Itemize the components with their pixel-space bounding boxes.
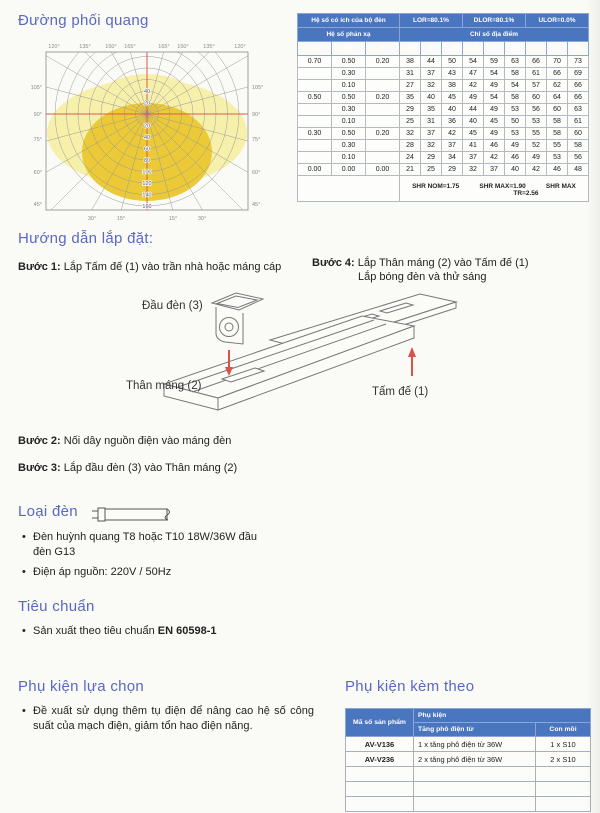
acc-col-accessory: Phụ kiện	[414, 709, 591, 723]
header-dlor: DLOR=80.1%	[463, 14, 526, 28]
utilization-cell: 66	[568, 92, 589, 104]
accessory-row	[346, 737, 591, 752]
utilization-cell: 50	[442, 56, 463, 68]
accessory-empty-row	[346, 797, 591, 812]
reflectance-cell: 0.30	[332, 68, 366, 80]
axis-tick-label: 165°	[124, 44, 136, 50]
utilization-cell: 52	[526, 140, 547, 152]
utilization-cell: 27	[400, 80, 421, 92]
utilization-cell: 49	[484, 128, 505, 140]
utilization-cell: 37	[421, 68, 442, 80]
utilization-cell: 42	[484, 152, 505, 164]
utilization-cell: 50	[505, 116, 526, 128]
reflectance-cell: 0.50	[298, 92, 332, 104]
utilization-cell: 35	[400, 92, 421, 104]
axis-tick-label: 150°	[177, 44, 189, 50]
installation-title: Hướng dẫn lắp đặt:	[18, 230, 154, 247]
photometric-row	[298, 68, 589, 80]
utilization-cell: 49	[505, 140, 526, 152]
step-1-text: Lắp Tấm đế (1) vào trần nhà hoặc máng cáp	[63, 261, 282, 273]
utilization-cell: 29	[442, 164, 463, 176]
reflectance-cell	[366, 104, 400, 116]
axis-tick-label: 120°	[234, 44, 246, 50]
photometric-row	[298, 80, 589, 92]
utilization-cell: 37	[442, 140, 463, 152]
reflectance-cell: 0.20	[366, 128, 400, 140]
utilization-cell: 40	[463, 116, 484, 128]
utilization-cell: 64	[547, 92, 568, 104]
photometric-row	[298, 104, 589, 116]
utilization-cell: 40	[505, 164, 526, 176]
utilization-cell: 57	[526, 80, 547, 92]
axis-tick-label: 15°	[168, 216, 178, 222]
utilization-cell: 56	[568, 152, 589, 164]
photometric-row	[298, 116, 589, 128]
utilization-cell: 45	[442, 92, 463, 104]
empty-cell	[414, 797, 536, 812]
included-accessories-title: Phụ kiện kèm theo	[345, 678, 475, 695]
axis-tick-label: 80	[143, 158, 151, 164]
empty-cell	[536, 797, 591, 812]
axis-tick-label: 160	[142, 204, 152, 210]
empty-cell	[346, 782, 414, 797]
utilization-cell: 56	[526, 104, 547, 116]
utilization-cell: 34	[442, 152, 463, 164]
column-header: 1	[421, 42, 442, 56]
acc-col-ballast: Tăng phô điện từ	[414, 723, 536, 737]
step-3-text: Lắp đầu đèn (3) vào Thân máng (2)	[63, 462, 238, 474]
utilization-cell: 53	[547, 152, 568, 164]
label-lamp-holder: Đầu đèn (3)	[142, 300, 203, 312]
shr-nom: SHR NOM=1.75	[412, 182, 460, 190]
utilization-cell: 58	[568, 140, 589, 152]
utilization-cell: 49	[484, 80, 505, 92]
utilization-cell: 21	[400, 164, 421, 176]
column-header: C	[298, 42, 332, 56]
reflectance-cell: 0.10	[332, 80, 366, 92]
lamp-holder-drawing	[212, 293, 263, 344]
reflectance-cell	[366, 152, 400, 164]
attach-up-arrow-icon	[408, 347, 416, 376]
photometric-title: Đường phối quang	[18, 12, 149, 29]
reflectance-cell	[366, 116, 400, 128]
axis-tick-label: 20	[143, 123, 151, 130]
reflectance-cell: 0.30	[332, 104, 366, 116]
column-header: 2	[484, 42, 505, 56]
photometric-row	[298, 92, 589, 104]
utilization-cell: 32	[463, 164, 484, 176]
axis-tick-label: 30°	[197, 216, 207, 222]
header-useful-coefficient: Hệ số có ích của bộ đèn	[298, 14, 400, 28]
utilization-cell: 63	[505, 56, 526, 68]
acc-col-starter: Con mồi	[536, 723, 591, 737]
accessory-empty-row	[346, 767, 591, 782]
standard-bullet	[20, 624, 340, 639]
utilization-cell: 25	[421, 164, 442, 176]
reflectance-cell	[366, 80, 400, 92]
photometric-row	[298, 140, 589, 152]
step-1	[18, 260, 308, 274]
step-3-label: Bước 3:	[18, 462, 61, 474]
step-2-label: Bước 2:	[18, 435, 61, 447]
utilization-cell: 31	[400, 68, 421, 80]
photometric-table	[297, 13, 589, 202]
reflectance-cell: 0.30	[332, 140, 366, 152]
utilization-cell: 46	[547, 164, 568, 176]
column-header-row	[298, 42, 589, 56]
step-3	[18, 461, 338, 475]
standard-code: EN 60598-1	[157, 625, 217, 637]
axis-tick-label: 105°	[30, 85, 42, 91]
photometric-tbody	[298, 56, 589, 176]
reflectance-cell: 0.50	[332, 56, 366, 68]
utilization-cell: 54	[505, 80, 526, 92]
empty-cell	[536, 767, 591, 782]
utilization-cell: 25	[400, 116, 421, 128]
axis-tick-label: 135°	[79, 44, 91, 50]
empty-cell	[414, 782, 536, 797]
column-header: 5	[568, 42, 589, 56]
header-lor: LOR=80.1%	[400, 14, 463, 28]
utilization-cell: 42	[442, 128, 463, 140]
shr-max-tr: SHR MAX	[545, 182, 576, 190]
axis-tick-label: 20	[143, 100, 151, 107]
utilization-cell: 53	[526, 116, 547, 128]
accessory-empty-row	[346, 782, 591, 797]
utilization-cell: 53	[505, 128, 526, 140]
axis-tick-label: 120°	[48, 44, 60, 50]
utilization-cell: 61	[568, 116, 589, 128]
utilization-cell: 70	[547, 56, 568, 68]
reflectance-cell: 0.20	[366, 56, 400, 68]
axis-tick-label: 150°	[105, 44, 117, 50]
reflectance-cell	[298, 116, 332, 128]
label-body: Thân máng (2)	[126, 380, 202, 392]
reflectance-cell	[298, 140, 332, 152]
reflectance-cell: 0.70	[298, 56, 332, 68]
step-4-line1: Lắp Thân máng (2) vào Tấm đế (1)	[357, 257, 529, 269]
step-2-text: Nối dây nguồn điện vào máng đèn	[63, 435, 232, 447]
fluorescent-tube-icon	[88, 503, 188, 527]
utilization-cell: 42	[526, 164, 547, 176]
column-header: 3	[526, 42, 547, 56]
reflectance-cell	[298, 152, 332, 164]
utilization-cell: 66	[526, 56, 547, 68]
footer-empty-cell	[298, 176, 400, 202]
optional-accessories-bullets	[20, 704, 314, 739]
utilization-cell: 49	[463, 92, 484, 104]
utilization-cell: 44	[463, 104, 484, 116]
reflectance-cell: 0.10	[332, 152, 366, 164]
axis-tick-label: 165°	[158, 44, 170, 50]
reflectance-cell	[366, 68, 400, 80]
utilization-cell: 60	[547, 104, 568, 116]
reflectance-cell: 0.30	[298, 128, 332, 140]
standard-text: Sản xuất theo tiêu chuẩn	[33, 625, 158, 637]
empty-cell	[346, 767, 414, 782]
lamp-type-title: Loại đèn	[18, 503, 78, 520]
photometric-row	[298, 128, 589, 140]
utilization-cell: 24	[400, 152, 421, 164]
step-4-line2: Lắp bóng đèn và thử sáng	[358, 271, 487, 284]
step-4-label: Bước 4:	[312, 257, 355, 269]
utilization-cell: 55	[547, 140, 568, 152]
utilization-cell: 69	[568, 68, 589, 80]
tr-value: TR=2.56	[513, 189, 539, 197]
lamp-bullet-voltage: • Điện áp nguồn: 220V / 50Hz	[20, 565, 320, 580]
axis-tick-label: 140	[142, 192, 152, 199]
axis-tick-label: 45°	[252, 202, 261, 208]
optional-accessories-title: Phụ kiện lựa chọn	[18, 678, 145, 695]
column-header: W	[332, 42, 366, 56]
axis-tick-label: 60°	[33, 170, 42, 176]
utilization-cell: 45	[463, 128, 484, 140]
utilization-cell: 32	[400, 128, 421, 140]
acc-col-product-code: Mã số sản phẩm	[346, 709, 414, 737]
accessory-starter-cell: 1 x S10	[536, 737, 591, 752]
axis-tick-label: 40	[143, 89, 151, 95]
utilization-cell: 29	[421, 152, 442, 164]
accessory-starter-cell: 2 x S10	[536, 752, 591, 767]
utilization-cell: 48	[568, 164, 589, 176]
utilization-cell: 28	[400, 140, 421, 152]
utilization-cell: 55	[526, 128, 547, 140]
utilization-cell: 42	[463, 80, 484, 92]
accessory-ballast-cell: 2 x tăng phô điện từ 36W	[414, 752, 536, 767]
reflectance-cell: 0.00	[332, 164, 366, 176]
utilization-cell: 49	[484, 104, 505, 116]
axis-tick-label: 30°	[87, 216, 97, 222]
utilization-cell: 62	[547, 80, 568, 92]
reflectance-cell: 0.00	[366, 164, 400, 176]
reflectance-cell: 0.50	[332, 128, 366, 140]
empty-cell	[536, 782, 591, 797]
axis-tick-label: 105°	[252, 85, 264, 91]
polar-chart	[14, 38, 279, 228]
column-header: 1.5	[463, 42, 484, 56]
utilization-cell: 32	[421, 80, 442, 92]
photometric-row	[298, 164, 589, 176]
utilization-cell: 46	[505, 152, 526, 164]
utilization-cell: 44	[421, 56, 442, 68]
utilization-cell: 36	[442, 116, 463, 128]
utilization-cell: 58	[547, 128, 568, 140]
label-base-plate: Tấm đế (1)	[372, 386, 429, 398]
step-1-label: Bước 1:	[18, 261, 61, 273]
axis-tick-label: 120	[142, 181, 152, 187]
photometric-row	[298, 152, 589, 164]
column-header: F	[366, 42, 400, 56]
axis-tick-label: 135°	[203, 44, 215, 50]
lamp-bullets	[20, 530, 320, 585]
standard-bullets	[20, 624, 340, 644]
utilization-cell: 47	[463, 68, 484, 80]
utilization-cell: 73	[568, 56, 589, 68]
axis-tick-label: 75°	[252, 137, 261, 143]
empty-cell	[414, 767, 536, 782]
photometric-row	[298, 56, 589, 68]
utilization-cell: 63	[568, 104, 589, 116]
reflectance-cell	[298, 68, 332, 80]
utilization-cell: 54	[463, 56, 484, 68]
axis-tick-label: 15°	[116, 216, 126, 222]
column-header: 0.75	[400, 42, 421, 56]
utilization-cell: 37	[421, 128, 442, 140]
standard-title: Tiêu chuẩn	[18, 598, 95, 615]
utilization-cell: 38	[442, 80, 463, 92]
reflectance-cell: 0.00	[298, 164, 332, 176]
step-4	[312, 256, 582, 285]
capacitor-note: • Đề xuất sử dụng thêm tụ điện để nâng cao hệ số công suất của mạch điện, giảm tổn hao điện năng.	[20, 704, 314, 734]
utilization-cell: 37	[463, 152, 484, 164]
utilization-cell: 54	[484, 68, 505, 80]
utilization-cell: 46	[484, 140, 505, 152]
accessory-ballast-cell: 1 x tăng phô điện từ 36W	[414, 737, 536, 752]
reflectance-cell: 0.50	[332, 92, 366, 104]
reflectance-cell: 0.10	[332, 116, 366, 128]
utilization-cell: 58	[505, 68, 526, 80]
utilization-cell: 53	[505, 104, 526, 116]
utilization-cell: 61	[526, 68, 547, 80]
axis-tick-label: 60°	[252, 170, 261, 176]
utilization-cell: 32	[421, 140, 442, 152]
accessory-code-cell: AV-V236	[346, 752, 414, 767]
axis-tick-label: 75°	[33, 137, 42, 143]
header-room-index: Chỉ số địa điểm	[400, 28, 589, 42]
axis-tick-label: 100	[142, 169, 152, 176]
utilization-cell: 66	[568, 80, 589, 92]
accessory-row	[346, 752, 591, 767]
axis-tick-label: 90°	[33, 112, 42, 118]
utilization-cell: 35	[421, 104, 442, 116]
utilization-cell: 49	[526, 152, 547, 164]
utilization-cell: 43	[442, 68, 463, 80]
utilization-cell: 31	[421, 116, 442, 128]
utilization-cell: 40	[421, 92, 442, 104]
header-ulor: ULOR=0.0%	[526, 14, 589, 28]
empty-cell	[346, 797, 414, 812]
lamp-bullet-type: • Đèn huỳnh quang T8 hoặc T10 18W/36W đầu đèn G13	[20, 530, 271, 560]
column-header: 2.5	[505, 42, 526, 56]
utilization-cell: 66	[547, 68, 568, 80]
axis-tick-label: 90°	[252, 112, 261, 118]
utilization-cell: 29	[400, 104, 421, 116]
column-header: 4	[547, 42, 568, 56]
axis-tick-label: 40	[143, 135, 151, 141]
accessories-tbody	[346, 737, 591, 812]
utilization-cell: 38	[400, 56, 421, 68]
reflectance-cell	[366, 140, 400, 152]
reflectance-cell	[298, 104, 332, 116]
utilization-cell: 60	[568, 128, 589, 140]
utilization-cell: 58	[547, 116, 568, 128]
reflectance-cell	[298, 80, 332, 92]
column-header: 1.25	[442, 42, 463, 56]
utilization-cell: 58	[505, 92, 526, 104]
reflectance-cell: 0.20	[366, 92, 400, 104]
axis-tick-label: 60	[143, 146, 151, 153]
header-reflectance: Hệ số phản xạ	[298, 28, 400, 42]
utilization-cell: 37	[484, 164, 505, 176]
step-2	[18, 434, 338, 448]
utilization-cell: 41	[463, 140, 484, 152]
utilization-cell: 40	[442, 104, 463, 116]
utilization-cell: 59	[484, 56, 505, 68]
accessory-code-cell: AV-V136	[346, 737, 414, 752]
shr-max: SHR MAX=1.90	[479, 182, 526, 190]
axis-tick-label: 45°	[33, 202, 42, 208]
shr-footer-cell	[400, 176, 589, 202]
utilization-cell: 60	[526, 92, 547, 104]
utilization-cell: 45	[484, 116, 505, 128]
utilization-cell: 54	[484, 92, 505, 104]
included-accessories-table	[345, 708, 591, 812]
